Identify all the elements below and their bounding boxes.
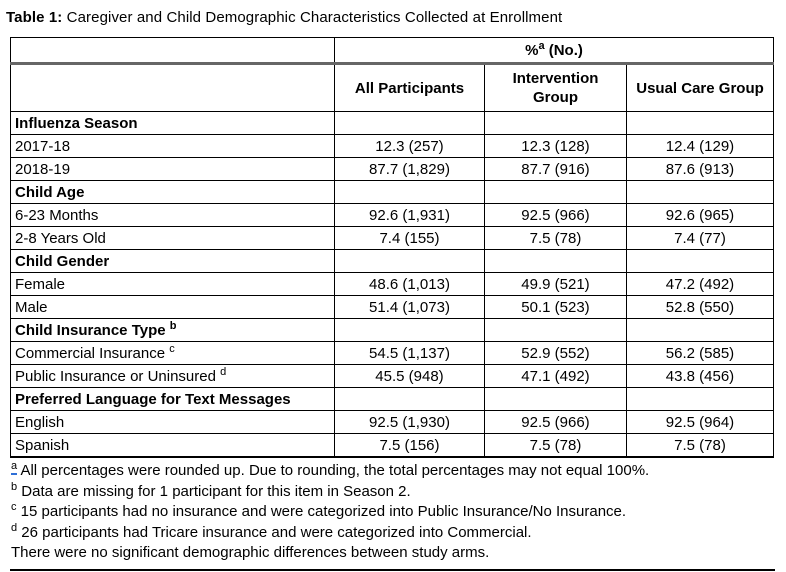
row-label: Commercial Insurance $^c$ bbox=[11, 342, 335, 365]
column-header-all-participants: All Participants bbox=[335, 64, 485, 112]
footnote-marker: c bbox=[11, 501, 17, 513]
cell-value: 7.4 (155) bbox=[335, 227, 485, 250]
table-row bbox=[11, 342, 774, 365]
cell-value: 49.9 (521) bbox=[485, 273, 627, 296]
table-row bbox=[11, 273, 774, 296]
section-label: Preferred Language for Text Messages bbox=[11, 388, 335, 411]
cell-value: 92.5 (1,930) bbox=[335, 411, 485, 434]
empty-stub-cell bbox=[11, 38, 335, 64]
row-label: Public Insurance or Uninsured $^d$ bbox=[11, 365, 335, 388]
cell-value: 12.4 (129) bbox=[627, 135, 774, 158]
footnotes bbox=[11, 461, 779, 564]
row-label: 2018-19 bbox=[11, 158, 335, 181]
row-label: 2-8 Years Old bbox=[11, 227, 335, 250]
cell-value: 92.6 (965) bbox=[627, 204, 774, 227]
table-title-prefix: Table 1: bbox=[6, 9, 63, 26]
cell-value: 51.4 (1,073) bbox=[335, 296, 485, 319]
cell-value: 48.6 (1,013) bbox=[335, 273, 485, 296]
footnote-marker: d bbox=[11, 521, 18, 534]
section-header-row bbox=[11, 250, 774, 273]
cell-value: 87.7 (916) bbox=[485, 158, 627, 181]
cell-value: 47.2 (492) bbox=[627, 273, 774, 296]
section-header-row bbox=[11, 319, 774, 342]
cell-value: 56.2 (585) bbox=[627, 342, 774, 365]
column-header-intervention-group: Intervention Group bbox=[485, 64, 627, 112]
table-row bbox=[11, 434, 774, 458]
section-header-row bbox=[11, 388, 774, 411]
section-header-row bbox=[11, 112, 774, 135]
table-row bbox=[11, 64, 774, 112]
cell-value: 12.3 (128) bbox=[485, 135, 627, 158]
section-header-row bbox=[11, 181, 774, 204]
cell-value: 52.9 (552) bbox=[485, 342, 627, 365]
table-row bbox=[11, 135, 774, 158]
empty-stub-cell bbox=[11, 64, 335, 112]
column-header-usual-care-group: Usual Care Group bbox=[627, 64, 774, 112]
table-row bbox=[11, 38, 774, 64]
row-label: Spanish bbox=[11, 434, 335, 458]
demographics-table bbox=[10, 37, 774, 458]
row-label: Female bbox=[11, 273, 335, 296]
footnote-marker: a bbox=[11, 460, 17, 475]
cell-value: 50.1 (523) bbox=[485, 296, 627, 319]
bottom-rule bbox=[10, 569, 775, 571]
cell-value: 92.6 (1,931) bbox=[335, 204, 485, 227]
cell-value: 87.7 (1,829) bbox=[335, 158, 485, 181]
footnote-marker: b bbox=[11, 480, 18, 493]
row-label: Male bbox=[11, 296, 335, 319]
row-label: English bbox=[11, 411, 335, 434]
table-row bbox=[11, 227, 774, 250]
footnote-a: $^a$ All percentages were rounded up. Due to rounding, the total percentages may not equal 100%. bbox=[11, 460, 650, 479]
cell-value: 92.5 (966) bbox=[485, 204, 627, 227]
cell-value: 12.3 (257) bbox=[335, 135, 485, 158]
cell-value: 7.5 (78) bbox=[485, 434, 627, 458]
cell-value: 7.4 (77) bbox=[627, 227, 774, 250]
cell-value: 54.5 (1,137) bbox=[335, 342, 485, 365]
table-title bbox=[6, 8, 779, 28]
row-label: 6-23 Months bbox=[11, 204, 335, 227]
cell-value: 7.5 (78) bbox=[485, 227, 627, 250]
cell-value: 7.5 (78) bbox=[627, 434, 774, 458]
footnote-d: $^d$ 26 participants had Tricare insurance and were categorized into Commercial. bbox=[11, 521, 532, 541]
table-row bbox=[11, 411, 774, 434]
section-label: Influenza Season bbox=[11, 112, 335, 135]
table-row bbox=[11, 365, 774, 388]
cell-value: 7.5 (156) bbox=[335, 434, 485, 458]
footnote-c: $^c$ 15 participants had no insurance and were categorized into Public Insurance/No Insurance. bbox=[11, 501, 627, 520]
table-row bbox=[11, 204, 774, 227]
cell-value: 92.5 (966) bbox=[485, 411, 627, 434]
footnote-general: There were no significant demographic differences between study arms. bbox=[11, 544, 490, 561]
cell-value: 52.8 (550) bbox=[627, 296, 774, 319]
no-label: (No.) bbox=[548, 41, 583, 59]
section-label: Child Age bbox=[11, 181, 335, 204]
cell-value: 87.6 (913) bbox=[627, 158, 774, 181]
section-label: Child Gender bbox=[11, 250, 335, 273]
section-label: Child Insurance Type $^b$ bbox=[11, 319, 335, 342]
table-title-text: Caregiver and Child Demographic Characteristics Collected at Enrollment bbox=[66, 9, 563, 26]
row-label: 2017-18 bbox=[11, 135, 335, 158]
percent-sign: % bbox=[525, 41, 539, 59]
table-row bbox=[11, 296, 774, 319]
table-row bbox=[11, 158, 774, 181]
cell-value: 45.5 (948) bbox=[335, 365, 485, 388]
cell-value: 43.8 (456) bbox=[627, 365, 774, 388]
footnote-b: $^b$ Data are missing for 1 participant for this item in Season 2. bbox=[11, 480, 411, 500]
footnote-marker-a: a bbox=[538, 39, 545, 52]
cell-value: 47.1 (492) bbox=[485, 365, 627, 388]
percent-no-header bbox=[335, 38, 774, 64]
cell-value: 92.5 (964) bbox=[627, 411, 774, 434]
